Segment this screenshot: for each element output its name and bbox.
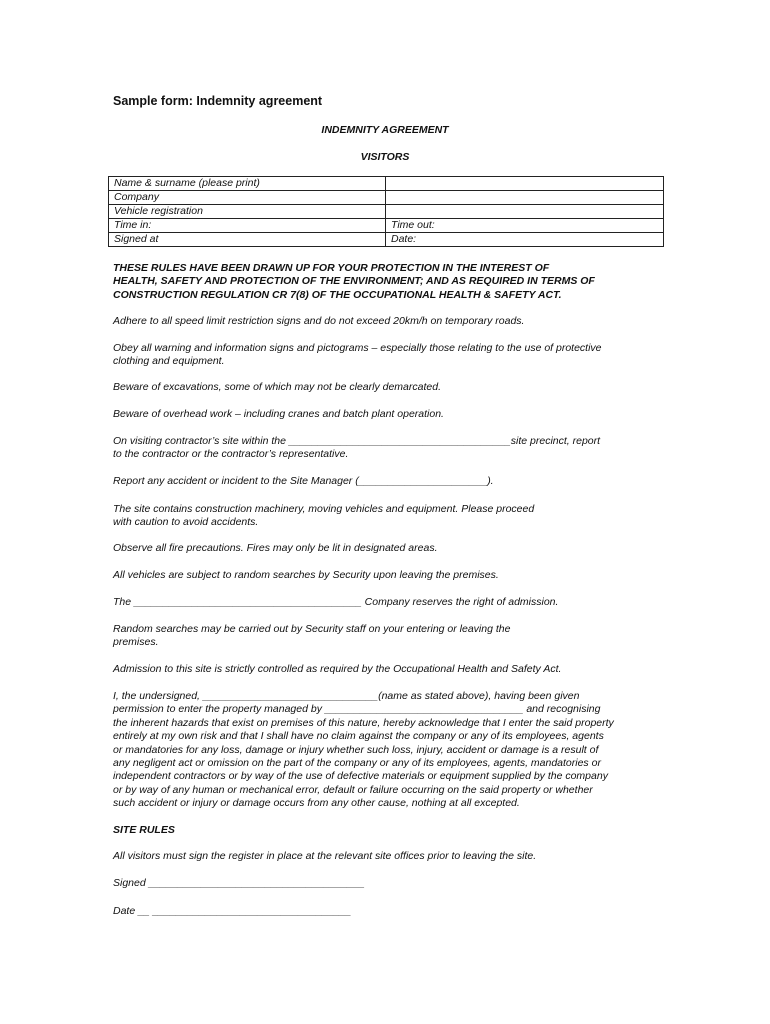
table-cell-label: Name & surname (please print) — [109, 177, 386, 191]
table-cell-label: Company — [109, 191, 386, 205]
site-rules-heading: SITE RULES — [113, 824, 175, 836]
table-cell-value[interactable] — [386, 205, 664, 219]
fire-precautions-paragraph: Observe all fire precautions. Fires may only be lit in designated areas. — [113, 542, 438, 554]
table-row — [109, 219, 664, 233]
date-line[interactable]: Date __ __________________________________ — [113, 905, 352, 917]
table-row — [109, 191, 664, 205]
speed-limit-paragraph: Adhere to all speed limit restriction signs and do not exceed 20km/h on temporary roads. — [113, 315, 525, 327]
controlled-admission-paragraph: Admission to this site is strictly controlled as required by the Occupational Health and Safety Act. — [113, 663, 562, 675]
table-cell-value[interactable] — [386, 177, 664, 191]
warning-signs-paragraph: Obey all warning and information signs and pictograms – especially those relating to the use of protective clothing and equipment. — [113, 342, 602, 368]
visitor-details-table — [108, 176, 664, 247]
agreement-title: INDEMNITY AGREEMENT — [321, 124, 449, 136]
visiting-site-paragraph: On visiting contractor’s site within the ______________________________________site precinct, report to the contractor or the contractor’s representative. — [113, 435, 601, 461]
rules-intro: THESE RULES HAVE BEEN DRAWN UP FOR YOUR PROTECTION IN THE INTEREST OF HEALTH, SAFETY AND PROTECTION OF THE ENVIRONMENT; AND AS REQUIRED IN TERMS OF CONSTRUCTION REGULATION CR 7(8) OF THE OCCUPATIONAL HEALTH & SAFETY ACT. — [113, 262, 595, 301]
random-search-paragraph: Random searches may be carried out by Security staff on your entering or leaving the premises. — [113, 623, 511, 649]
excavations-paragraph: Beware of excavations, some of which may not be clearly demarcated. — [113, 381, 441, 393]
table-row — [109, 205, 664, 219]
signed-line[interactable]: Signed _____________________________________ — [113, 877, 365, 889]
table-cell-value[interactable]: Date: — [386, 233, 664, 247]
table-cell-label: Vehicle registration — [109, 205, 386, 219]
agreement-subtitle: VISITORS — [360, 151, 410, 163]
overhead-work-paragraph: Beware of overhead work – including cranes and batch plant operation. — [113, 408, 444, 420]
table-cell-label: Time in: — [109, 219, 386, 233]
site-rules-text: All visitors must sign the register in place at the relevant site offices prior to leaving the site. — [113, 850, 537, 862]
table-cell-label: Signed at — [109, 233, 386, 247]
vehicle-search-paragraph: All vehicles are subject to random searches by Security upon leaving the premises. — [113, 569, 499, 581]
page-heading: Sample form: Indemnity agreement — [113, 94, 323, 108]
undersigned-declaration: I, the undersigned, ______________________________(name as stated above), having been given permission to enter the property managed by __________________________________ and recognising the inherent hazards that exist on premises of this nature, hereby acknowledge that I enter the said property entirely at my own risk and that I shall have no claim against the company or any of its employees, agents or mandatories for any loss, damage or injury whether such loss, injury, accident or damage is a result of any negligent act or omission on the part of the company or any of its employees, agents, mandatories or independent contractors or by way of the use of defective materials or equipment supplied by the company or by way of any human or mechanical error, default or failure occurring on the said property or whether such accident or injury or damage occurs from any other cause, nothing at all excepted. — [113, 690, 614, 810]
machinery-paragraph: The site contains construction machinery, moving vehicles and equipment. Please proceed with caution to avoid accidents. — [113, 503, 535, 529]
table-row — [109, 177, 664, 191]
table-cell-value[interactable]: Time out: — [386, 219, 664, 233]
report-accident-paragraph: Report any accident or incident to the Site Manager (______________________). — [113, 475, 494, 487]
table-row — [109, 233, 664, 247]
table-cell-value[interactable] — [386, 191, 664, 205]
admission-right-paragraph: The _______________________________________ Company reserves the right of admission. — [113, 596, 559, 608]
